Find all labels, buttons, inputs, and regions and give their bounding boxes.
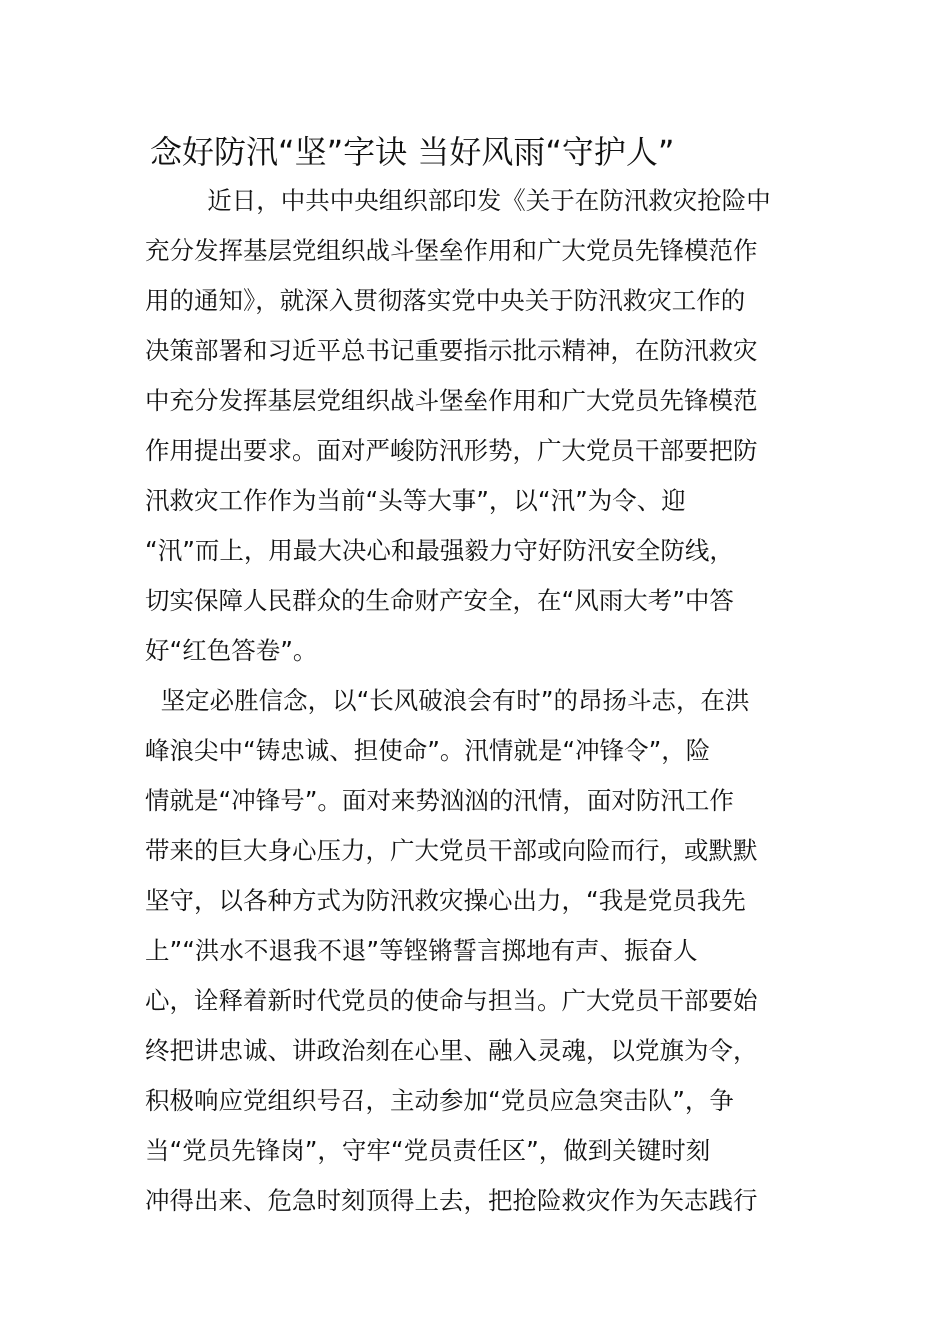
body-line: 汛救灾工作作为当前“头等大事”，以“汛”为令、迎 (145, 486, 686, 515)
body-line: 坚守，以各种方式为防汛救灾操心出力，“我是党员我先 (145, 886, 746, 915)
body-line: “汛”而上，用最大决心和最强毅力守好防汛安全防线， (145, 536, 734, 565)
document-body (145, 176, 810, 1226)
body-line: 终把讲忠诚、讲政治刻在心里、融入灵魂，以党旗为令， (145, 1036, 758, 1065)
body-line: 当“党员先锋岗”，守牢“党员责任区”，做到关键时刻 (145, 1136, 711, 1165)
body-line: 上”“洪水不退我不退”等铿锵誓言掷地有声、振奋人 (145, 936, 698, 965)
body-line: 切实保障人民群众的生命财产安全，在“风雨大考”中答 (145, 586, 734, 615)
body-line: 用的通知》，就深入贯彻落实党中央关于防汛救灾工作的 (145, 286, 746, 315)
body-line: 积极响应党组织号召，主动参加“党员应急突击队”，争 (145, 1086, 734, 1115)
body-line: 带来的巨大身心压力，广大党员干部或向险而行，或默默 (145, 836, 758, 865)
body-line: 峰浪尖中“铸忠诚、担使命”。汛情就是“冲锋令”，险 (145, 736, 711, 765)
body-line: 充分发挥基层党组织战斗堡垒作用和广大党员先锋模范作 (145, 236, 758, 265)
body-line: 近日，中共中央组织部印发《关于在防汛救灾抢险中 (145, 186, 771, 215)
body-line: 好“红色答卷”。 (145, 636, 318, 665)
body-line: 决策部署和习近平总书记重要指示批示精神，在防汛救灾 (145, 336, 758, 365)
body-line: 情就是“冲锋号”。面对来势汹汹的汛情，面对防汛工作 (145, 786, 734, 815)
document-title: 念好防汛“坚”字诀 当好风雨“守护人” (150, 133, 675, 171)
body-line: 坚定必胜信念，以“长风破浪会有时”的昂扬斗志，在洪 (145, 686, 750, 715)
body-line: 作用提出要求。面对严峻防汛形势，广大党员干部要把防 (145, 436, 758, 465)
body-line: 冲得出来、危急时刻顶得上去，把抢险救灾作为矢志践行 (145, 1186, 758, 1215)
body-line: 中充分发挥基层党组织战斗堡垒作用和广大党员先锋模范 (145, 386, 758, 415)
body-line: 心，诠释着新时代党员的使命与担当。广大党员干部要始 (145, 986, 758, 1015)
